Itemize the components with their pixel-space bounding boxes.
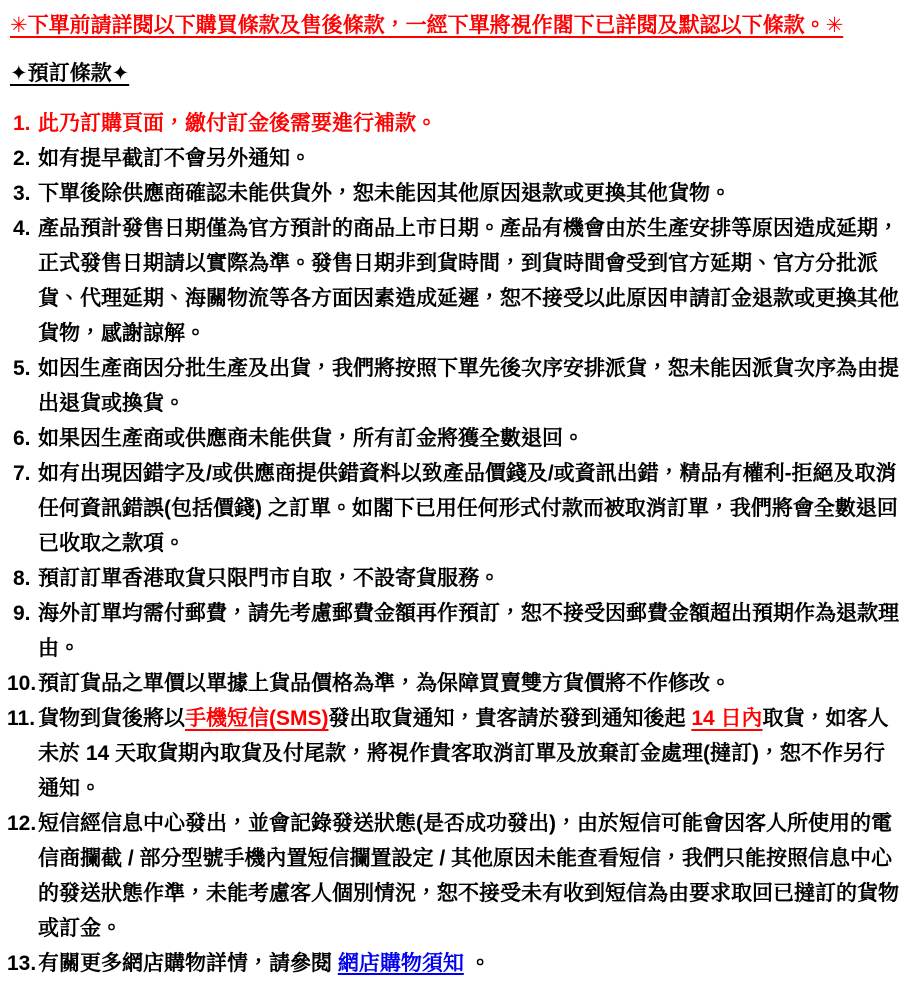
- term-text-segment: 有關更多網店購物詳情，請參閱: [38, 952, 338, 975]
- pickup-deadline-link[interactable]: 14 日內: [691, 707, 763, 730]
- term-text: [38, 701, 905, 806]
- term-item-8: [0, 561, 905, 596]
- term-item-12: [0, 806, 905, 946]
- section-title: ✦預訂條款✦: [10, 62, 130, 85]
- term-number: 1.: [13, 112, 31, 135]
- term-item-13: [0, 946, 905, 981]
- term-item-2: [0, 141, 905, 176]
- online-shop-guide-link[interactable]: 網店購物須知: [337, 952, 464, 975]
- term-number: 7.: [13, 462, 31, 485]
- term-item-9: [0, 596, 905, 666]
- terms-list: [0, 106, 905, 981]
- term-number: 5.: [13, 357, 31, 380]
- term-number: 6.: [13, 427, 31, 450]
- term-item-5: [0, 351, 905, 421]
- term-item-1: [0, 106, 905, 141]
- term-text: 海外訂單均需付郵費，請先考慮郵費金額再作預訂，恕不接受因郵費金額超出預期作為退款理由。: [38, 602, 899, 660]
- term-item-11: [0, 701, 905, 806]
- term-text-segment: 取貨，如客人未於 14 天取貨期內取貨及付尾款，將視作貴客取消訂單及放棄訂金處理(撻訂)，恕不作另行通知。: [38, 707, 889, 800]
- term-number: 13.: [7, 952, 37, 975]
- term-item-4: [0, 211, 905, 351]
- term-text: 產品預計發售日期僅為官方預計的商品上市日期。產品有機會由於生產安排等原因造成延期，正式發售日期請以實際為準。發售日期非到貨時間，到貨時間會受到官方延期、官方分批派貨、代理延期、海關物流等各方面因素造成延遲，恕不接受以此原因申請訂金退款或更換其他貨物，感謝諒解。: [38, 217, 899, 345]
- term-number: 12.: [7, 812, 37, 835]
- term-text-segment: 。: [463, 952, 491, 975]
- term-text-segment: 發出取貨通知，貴客請於發到通知後起: [328, 707, 692, 730]
- term-text: 如因生產商因分批生產及出貨，我們將按照下單先後次序安排派貨，恕未能因派貨次序為由提出退貨或換貨。: [38, 357, 899, 415]
- pre-order-notice: ✳下單前請詳閱以下購買條款及售後條款，一經下單將視作閣下已詳閱及默認以下條款。✳: [10, 14, 844, 37]
- term-item-3: [0, 176, 905, 211]
- term-number: 8.: [13, 567, 31, 590]
- term-number: 11.: [7, 707, 36, 730]
- section-title-row: [0, 40, 905, 88]
- term-number: 3.: [13, 182, 31, 205]
- term-item-7: [0, 456, 905, 561]
- term-number: 2.: [13, 147, 31, 170]
- term-text-segment: 貨物到貨後將以: [38, 707, 185, 730]
- term-text: [38, 946, 905, 981]
- term-text: 預訂貨品之單價以單據上貨品價格為準，為保障買賣雙方貨價將不作修改。: [38, 672, 731, 695]
- term-text: 短信經信息中心發出，並會記錄發送狀態(是否成功發出)，由於短信可能會因客人所使用的電信商攔截 / 部分型號手機內置短信攔置設定 / 其他原因未能查看短信，我們只能按照信息中心的發送狀態作準，未能考慮客人個別情況，恕不接受未有收到短信為由要求取回已撻訂的貨物或訂金。: [38, 812, 899, 940]
- term-item-6: [0, 421, 905, 456]
- term-text: 預訂訂單香港取貨只限門市自取，不設寄貨服務。: [38, 567, 500, 590]
- sms-notice-link[interactable]: 手機短信(SMS): [185, 707, 329, 730]
- term-text: 如有出現因錯字及/或供應商提供錯資料以致產品價錢及/或資訊出錯，精品有權利-拒絕及取消任何資訊錯誤(包括價錢) 之訂單。如閣下已用任何形式付款而被取消訂單，我們將會全數退回已收取之款項。: [38, 462, 898, 555]
- term-text: 如果因生產商或供應商未能供貨，所有訂金將獲全數退回。: [38, 427, 584, 450]
- term-item-10: [0, 666, 905, 701]
- term-number: 10.: [7, 672, 37, 695]
- term-number: 4.: [13, 217, 31, 240]
- term-text: 如有提早截訂不會另外通知。: [38, 147, 311, 170]
- term-number: 9.: [13, 602, 31, 625]
- term-text: 此乃訂購頁面，繳付訂金後需要進行補款。: [38, 112, 437, 135]
- term-text: 下單後除供應商確認未能供貨外，恕未能因其他原因退款或更換其他貨物。: [38, 182, 731, 205]
